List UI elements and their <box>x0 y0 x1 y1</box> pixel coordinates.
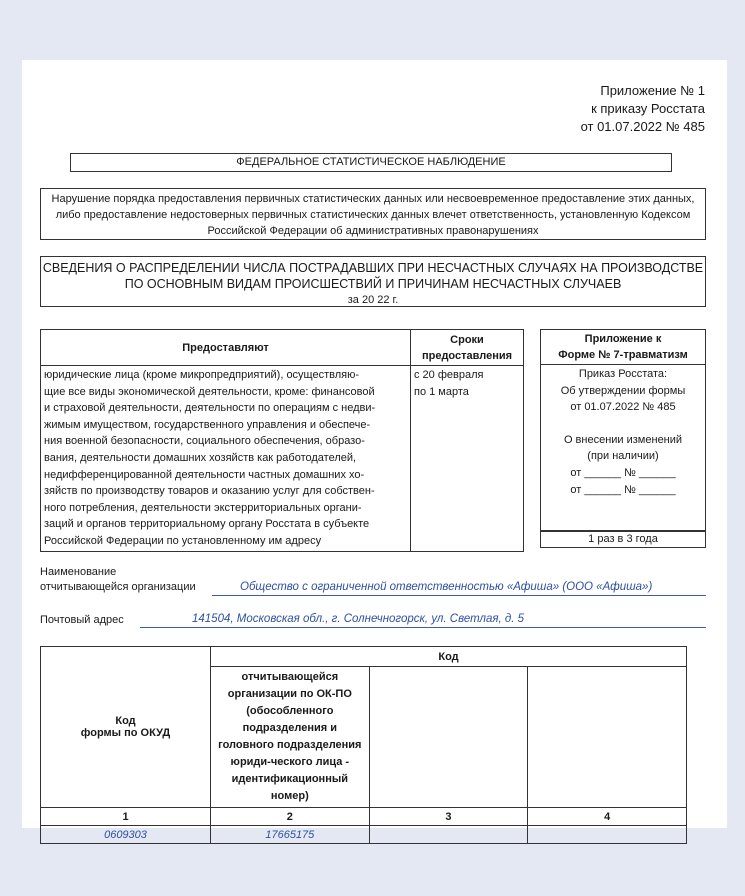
codes-table <box>40 646 687 844</box>
label-line: Наименование <box>40 566 117 578</box>
form-page <box>22 60 727 841</box>
federal-observation-header: ФЕДЕРАЛЬНОЕ СТАТИСТИЧЕСКОЕ НАБЛЮДЕНИЕ <box>70 153 672 172</box>
providers-header: Предоставляют <box>41 330 411 366</box>
form-7-appendix-box <box>540 329 706 532</box>
changes-line: от ______ № ______ <box>570 466 676 479</box>
provider-line: заций и органов территориальному органу Росстата в субъекте <box>44 518 370 531</box>
okpo-header: отчитывающейся организации по ОК-ПО (обособленного подразделения и головного подразделения юриди-ческого лица - идентификационный номер) <box>211 667 370 808</box>
appendix-line: от 01.07.2022 № 485 <box>580 119 705 134</box>
changes-line: О внесении изменений <box>563 433 683 446</box>
provider-line: юридические лица (кроме микропредприятий), осуществляю- <box>44 369 360 381</box>
code-group-header: Код <box>211 647 687 667</box>
form-period: за 20 22 г. <box>347 294 399 306</box>
provider-line: зяйств по производству товаров и оказанию услуг для собствен- <box>44 485 375 498</box>
header-line: формы по ОКУД <box>80 727 171 739</box>
liability-warning: Нарушение порядка предоставления первичных статистических данных или несвоевременное предоставление этих данных, либо предоставление недостоверных первичных статистических данных влечет ответственность, установленную Кодексом Российской Федерации об административных правонарушениях <box>40 188 706 240</box>
code-field-3[interactable] <box>369 826 528 844</box>
provider-line: ния военной безопасности, социального обеспечения, образо- <box>44 435 365 448</box>
organization-name-field[interactable]: Общество с ограниченной ответственностью «Афиша» (ООО «Афиша») <box>212 580 706 596</box>
deadline-value <box>411 366 524 552</box>
order-line: Об утверждении формы <box>560 384 686 397</box>
deadline-header: Сроки предоставления <box>411 330 524 366</box>
column-number: 2 <box>211 808 370 826</box>
empty-header-cell <box>369 667 528 808</box>
form-7-appendix-header <box>541 330 705 365</box>
form-title-line: СВЕДЕНИЯ О РАСПРЕДЕЛЕНИИ ЧИСЛА ПОСТРАДАВШИХ ПРИ НЕСЧАСТНЫХ СЛУЧАЯХ НА ПРОИЗВОДСТВЕ <box>42 261 704 275</box>
okpo-code-field[interactable]: 17665175 <box>211 826 370 844</box>
form-title-line: ПО ОСНОВНЫМ ВИДАМ ПРОИСШЕСТВИЙ И ПРИЧИНАМ НЕСЧАСТНЫХ СЛУЧАЕВ <box>124 277 622 291</box>
okud-header <box>41 647 211 808</box>
form-title <box>40 256 706 307</box>
provider-line: вания, деятельности домашних хозяйств как работодателей, <box>44 451 357 464</box>
postal-address-field[interactable]: 141504, Московская обл., г. Солнечногорск, ул. Светлая, д. 5 <box>140 612 706 628</box>
column-number: 4 <box>528 808 687 826</box>
postal-address-label: Почтовый адрес <box>40 614 124 626</box>
order-appendix-reference <box>445 82 705 136</box>
empty-header-cell <box>528 667 687 808</box>
okud-code-field[interactable]: 0609303 <box>41 826 211 844</box>
provider-line: недифференцированной деятельности частных домашних хо- <box>44 468 365 481</box>
provider-line: ного потребления, деятельности экстерриториальных органи- <box>44 501 362 514</box>
provider-line: Российской Федерации по установленному им адресу <box>44 534 322 547</box>
column-number: 1 <box>41 808 211 826</box>
provider-line: щие все виды экономической деятельности, кроме: финансовой <box>44 385 375 398</box>
provider-line: и страховой деятельности, деятельности по операциям с недви- <box>44 402 376 415</box>
code-field-4[interactable] <box>528 826 687 844</box>
header-line: Приложение к <box>584 333 662 345</box>
organization-name-label <box>40 565 196 595</box>
changes-line: от ______ № ______ <box>570 483 676 496</box>
header-line: Код <box>115 715 136 727</box>
form-7-appendix-body <box>541 365 705 498</box>
appendix-line: Приложение № 1 <box>600 83 705 98</box>
reporting-frequency: 1 раз в 3 года <box>540 530 706 548</box>
order-line: Приказ Росстата: <box>578 368 668 380</box>
deadline-line: по 1 марта <box>414 385 469 398</box>
header-line: Форме № 7-травматизм <box>558 349 688 361</box>
providers-description <box>41 366 411 552</box>
deadline-line: с 20 февраля <box>414 369 484 381</box>
appendix-line: к приказу Росстата <box>591 101 705 116</box>
providers-table <box>40 329 524 552</box>
label-line: отчитывающейся организации <box>40 581 196 593</box>
changes-line: (при наличии) <box>587 450 659 463</box>
provider-line: жимым имуществом, государственного управления и обеспече- <box>44 418 371 431</box>
order-line: от 01.07.2022 № 485 <box>570 401 676 414</box>
column-number: 3 <box>369 808 528 826</box>
